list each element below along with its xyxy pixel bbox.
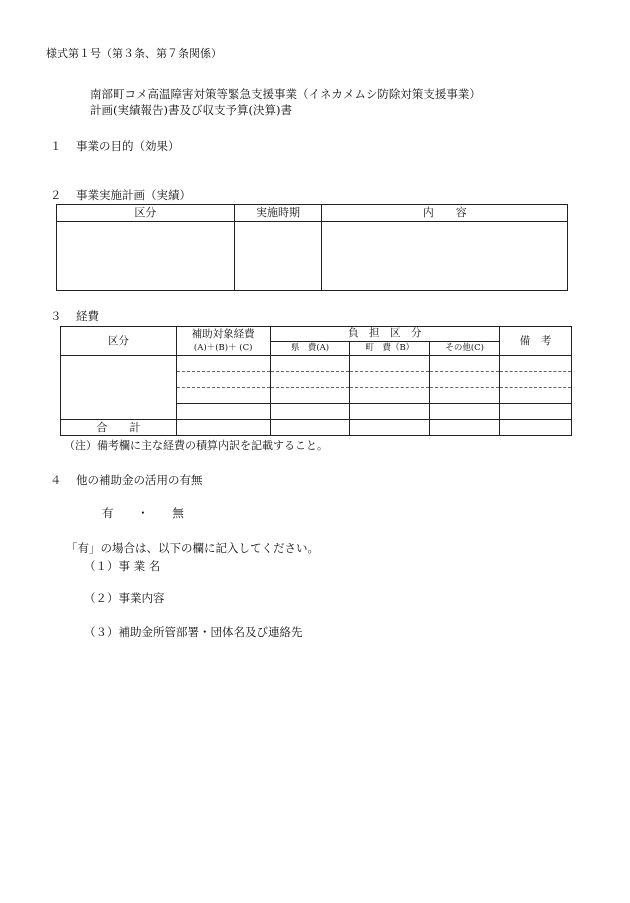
choice-separator: ・ [137, 506, 149, 520]
plan-header-kubun: 区分 [57, 205, 235, 222]
expense-note: （注）備考欄に主な経費の積算内訳を記載すること。 [64, 439, 328, 452]
plan-cell-content[interactable] [322, 222, 568, 291]
plan-cell-period[interactable] [234, 222, 322, 291]
expense-cell-other[interactable] [430, 356, 500, 372]
expense-header-town: 町 費（B） [350, 341, 430, 356]
section-3-label: 経費 [76, 309, 99, 323]
expense-total-subsidy[interactable] [176, 420, 270, 436]
choice-yes[interactable]: 有 [102, 506, 114, 520]
plan-header-content: 内 容 [322, 205, 568, 222]
expense-row [61, 356, 572, 372]
expense-header-other: その他(C) [430, 341, 500, 356]
expense-total-remarks[interactable] [500, 420, 572, 436]
section-1-label: 事業の目的（効果） [76, 139, 180, 153]
item-project-name: （１）事 業 名 [84, 559, 161, 573]
expense-cell-remarks[interactable] [500, 388, 572, 404]
section-4-label: 他の補助金の活用の有無 [76, 473, 203, 487]
section-3-number: ３ [50, 309, 62, 323]
section-2-number: ２ [50, 188, 62, 202]
implementation-plan-table [56, 204, 568, 291]
expense-header-pref: 県 費(A) [270, 341, 350, 356]
expense-cell-town[interactable] [350, 388, 430, 404]
expense-cell-other[interactable] [430, 388, 500, 404]
section-2-heading [50, 189, 191, 203]
item-project-content: （２）事業内容 [84, 591, 165, 605]
expense-cell-remarks[interactable] [500, 372, 572, 388]
section-4-heading [50, 474, 203, 488]
item-contact: （３）補助金所管部署・団体名及び連絡先 [84, 625, 303, 639]
expense-cell-town[interactable] [350, 356, 430, 372]
expense-header-subsidy: 補助対象経費 [176, 327, 270, 342]
expense-table [60, 326, 572, 436]
expense-cell-remarks[interactable] [500, 356, 572, 372]
expense-cell-subsidy[interactable] [176, 388, 270, 404]
expense-total-pref[interactable] [270, 420, 350, 436]
document-title-line1: 南部町コメ高温障害対策等緊急支援事業（イネカメムシ防除対策支援事業） [90, 87, 481, 101]
expense-cell-pref[interactable] [270, 388, 350, 404]
expense-total-row [61, 420, 572, 436]
expense-cell-town[interactable] [350, 372, 430, 388]
expense-total-town[interactable] [350, 420, 430, 436]
expense-cell-other[interactable] [430, 372, 500, 388]
expense-header-kubun: 区分 [61, 327, 177, 356]
yes-no-choice [102, 507, 184, 521]
document-title-line2: 計画(実績報告)書及び収支予算(決算)書 [90, 103, 292, 117]
section-1-heading [50, 140, 180, 154]
form-number: 様式第１号（第３条、第７条関係） [46, 47, 222, 60]
expense-header-subsidy-formula: (A)＋(B)＋ (C) [176, 341, 270, 356]
expense-cell-subsidy[interactable] [176, 372, 270, 388]
expense-cell-subsidy[interactable] [176, 356, 270, 372]
expense-total-label: 合 計 [61, 420, 177, 436]
plan-cell-kubun[interactable] [57, 222, 235, 291]
section-1-number: １ [50, 139, 62, 153]
section-4-number: ４ [50, 473, 62, 487]
plan-header-period: 実施時期 [234, 205, 322, 222]
expense-cell-pref[interactable] [270, 372, 350, 388]
section-3-heading [50, 310, 99, 324]
expense-header-burden: 負 担 区 分 [270, 327, 500, 342]
expense-cell-other[interactable] [430, 404, 500, 420]
section-2-label: 事業実施計画（実績） [76, 188, 191, 202]
instruction-text: 「有」の場合は、以下の欄に記入してください。 [66, 541, 319, 555]
expense-cell-pref[interactable] [270, 356, 350, 372]
expense-cell-kubun[interactable] [61, 356, 177, 420]
choice-no[interactable]: 無 [172, 506, 184, 520]
expense-cell-subsidy[interactable] [176, 404, 270, 420]
expense-header-remarks: 備 考 [500, 327, 572, 356]
expense-cell-remarks[interactable] [500, 404, 572, 420]
expense-cell-pref[interactable] [270, 404, 350, 420]
expense-cell-town[interactable] [350, 404, 430, 420]
expense-total-other[interactable] [430, 420, 500, 436]
